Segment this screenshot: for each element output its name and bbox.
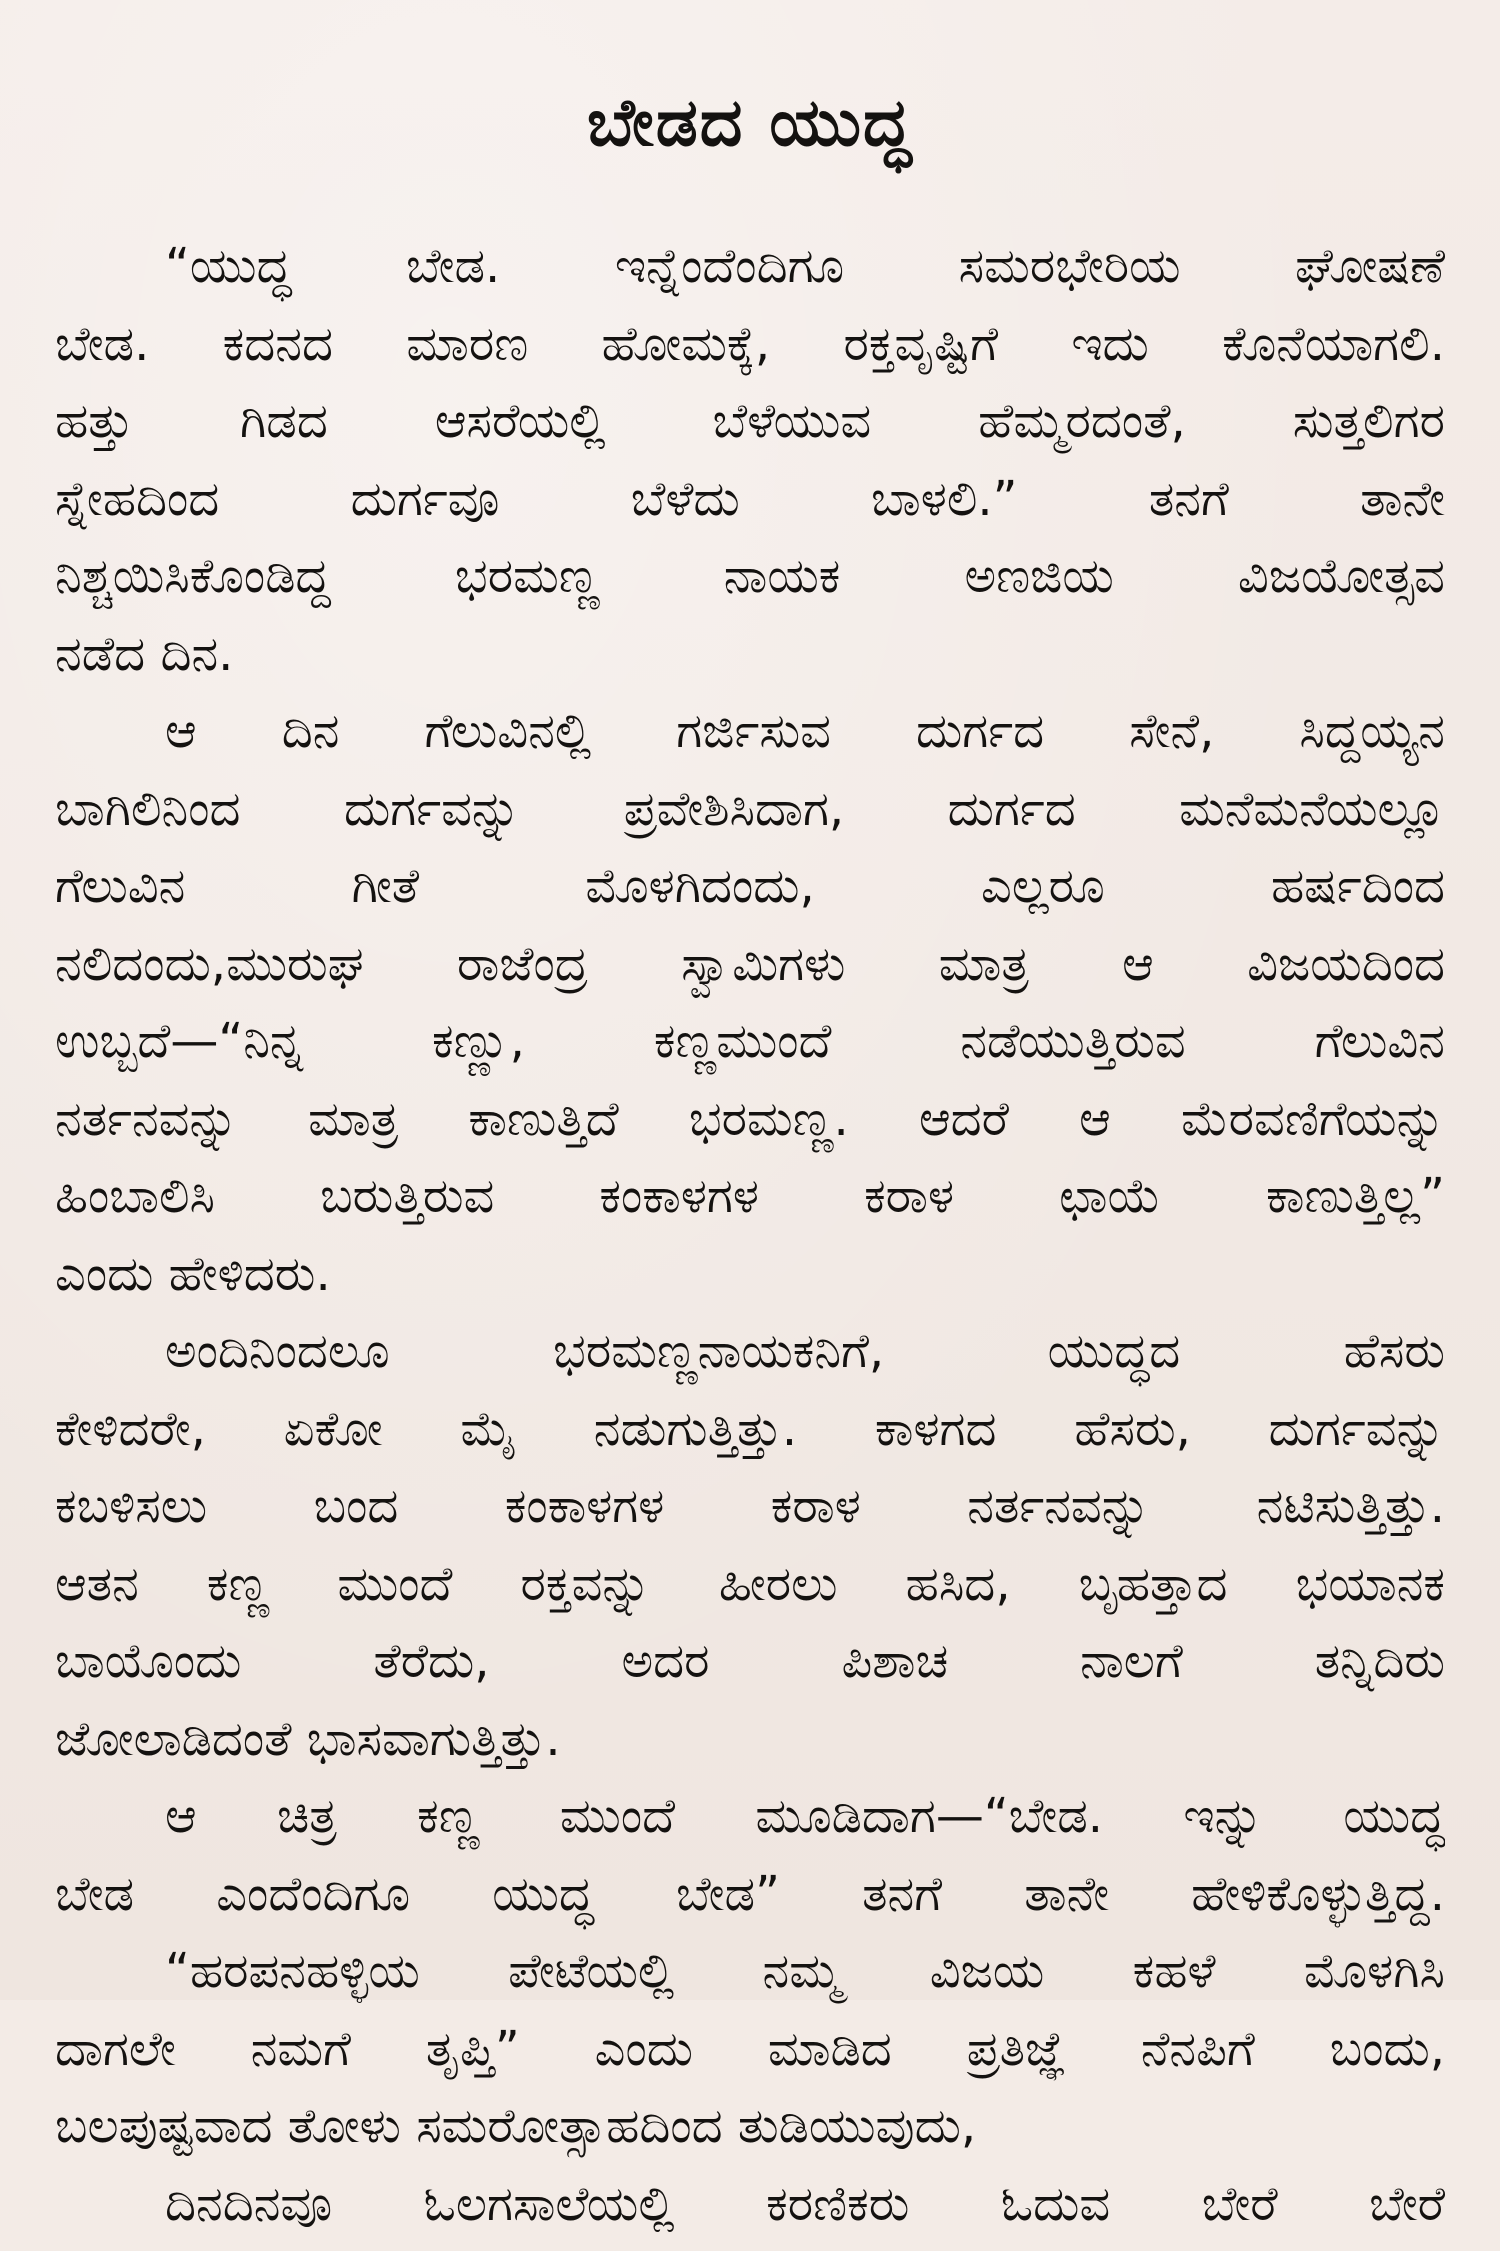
text-line: ಆತನ ಕಣ್ಣ ಮುಂದೆ ರಕ್ತವನ್ನು ಹೀರಲು ಹಸಿದ, ಬೃಹತ್ತಾದ ಭಯಾನಕ	[55, 1554, 1445, 1632]
text-line: ಬೇಡ. ಕದನದ ಮಾರಣ ಹೋಮಕ್ಕೆ, ರಕ್ತವೃಷ್ಟಿಗೆ ಇದು ಕೊನೆಯಾಗಲಿ.	[55, 314, 1445, 392]
text-line: ನರ್ತನವನ್ನು ಮಾತ್ರ ಕಾಣುತ್ತಿದೆ ಭರಮಣ್ಣ. ಆದರೆ ಆ ಮೆರವಣಿಗೆಯನ್ನು	[55, 1089, 1445, 1167]
text-line: ನಿಶ್ಚಯಿಸಿಕೊಂಡಿದ್ದ ಭರಮಣ್ಣ ನಾಯಕ ಅಣಜಿಯ ವಿಜಯೋತ್ಸವ	[55, 546, 1445, 624]
text-line: ನಲಿದಂದು,ಮುರುಘ ರಾಜೆಂದ್ರ ಸ್ವಾಮಿಗಳು ಮಾತ್ರ ಆ ವಿಜಯದಿಂದ	[55, 934, 1445, 1012]
text-line: ದಾಗಲೇ ನಮಗೆ ತೃಪ್ತಿ” ಎಂದು ಮಾಡಿದ ಪ್ರತಿಜ್ಞೆ ನೆನಪಿಗೆ ಬಂದು,	[55, 2019, 1445, 2097]
text-line: ಬಲಪುಷ್ಟವಾದ ತೋಳು ಸಮರೋತ್ಸಾಹದಿಂದ ತುಡಿಯುವುದು,	[55, 2096, 1445, 2174]
text-line: ಬೇಡ ಎಂದೆಂದಿಗೂ ಯುದ್ಧ ಬೇಡ” ತನಗೆ ತಾನೇ ಹೇಳಿಕೊಳ್ಳುತ್ತಿದ್ದ.	[55, 1864, 1445, 1942]
text-line: ಬಾಗಿಲಿನಿಂದ ದುರ್ಗವನ್ನು ಪ್ರವೇಶಿಸಿದಾಗ, ದುರ್ಗದ ಮನೆಮನೆಯಲ್ಲೂ	[55, 779, 1445, 857]
text-line: ಕೇಳಿದರೇ, ಏಕೋ ಮೈ ನಡುಗುತ್ತಿತ್ತು. ಕಾಳಗದ ಹೆಸರು, ದುರ್ಗವನ್ನು	[55, 1399, 1445, 1477]
text-line: ಹತ್ತು ಗಿಡದ ಆಸರೆಯಲ್ಲಿ ಬೆಳೆಯುವ ಹೆಮ್ಮರದಂತೆ, ಸುತ್ತಲಿಗರ	[55, 391, 1445, 469]
chapter-title: ಬೇಡದ ಯುದ್ಧ	[0, 84, 1500, 163]
text-line: ಜೋಲಾಡಿದಂತೆ ಭಾಸವಾಗುತ್ತಿತ್ತು.	[55, 1709, 1445, 1787]
text-line: ದಿನದಿನವೂ ಓಲಗಸಾಲೆಯಲ್ಲಿ ಕರಣಿಕರು ಓದುವ ಬೇರೆ ಬೇರೆ	[55, 2174, 1445, 2251]
text-line: “ಯುದ್ಧ ಬೇಡ. ಇನ್ನೆಂದೆಂದಿಗೂ ಸಮರಭೇರಿಯ ಘೋಷಣೆ	[55, 236, 1445, 314]
text-line: ಆ ಚಿತ್ರ ಕಣ್ಣ ಮುಂದೆ ಮೂಡಿದಾಗ—“ಬೇಡ. ಇನ್ನು ಯುದ್ಧ	[55, 1786, 1445, 1864]
text-line: ನಡೆದ ದಿನ.	[55, 624, 1445, 702]
text-line: ಆ ದಿನ ಗೆಲುವಿನಲ್ಲಿ ಗರ್ಜಿಸುವ ದುರ್ಗದ ಸೇನೆ, ಸಿದ್ದಯ್ಯನ	[55, 701, 1445, 779]
text-line: ಸ್ನೇಹದಿಂದ ದುರ್ಗವೂ ಬೆಳೆದು ಬಾಳಲಿ.” ತನಗೆ ತಾನೇ	[55, 469, 1445, 547]
body-text	[55, 236, 1445, 2251]
text-line: ಕಬಳಿಸಲು ಬಂದ ಕಂಕಾಳಗಳ ಕರಾಳ ನರ್ತನವನ್ನು ನಟಿಸುತ್ತಿತ್ತು.	[55, 1476, 1445, 1554]
text-line: ಎಂದು ಹೇಳಿದರು.	[55, 1244, 1445, 1322]
text-line: ಗೆಲುವಿನ ಗೀತೆ ಮೊಳಗಿದಂದು, ಎಲ್ಲರೂ ಹರ್ಷದಿಂದ	[55, 856, 1445, 934]
text-line: ಬಾಯೊಂದು ತೆರೆದು, ಅದರ ಪಿಶಾಚ ನಾಲಗೆ ತನ್ನಿದಿರು	[55, 1631, 1445, 1709]
text-line: ಹಿಂಬಾಲಿಸಿ ಬರುತ್ತಿರುವ ಕಂಕಾಳಗಳ ಕರಾಳ ಛಾಯೆ ಕಾಣುತ್ತಿಲ್ಲ”	[55, 1166, 1445, 1244]
text-line: ಉಬ್ಬದೆ—“ನಿನ್ನ ಕಣ್ಣು, ಕಣ್ಣಮುಂದೆ ನಡೆಯುತ್ತಿರುವ ಗೆಲುವಿನ	[55, 1011, 1445, 1089]
text-line: “ಹರಪನಹಳ್ಳಿಯ ಪೇಟೆಯಲ್ಲಿ ನಮ್ಮ ವಿಜಯ ಕಹಳೆ ಮೊಳಗಿಸಿ	[55, 1941, 1445, 2019]
text-line: ಅಂದಿನಿಂದಲೂ ಭರಮಣ್ಣನಾಯಕನಿಗೆ, ಯುದ್ಧದ ಹೆಸರು	[55, 1321, 1445, 1399]
